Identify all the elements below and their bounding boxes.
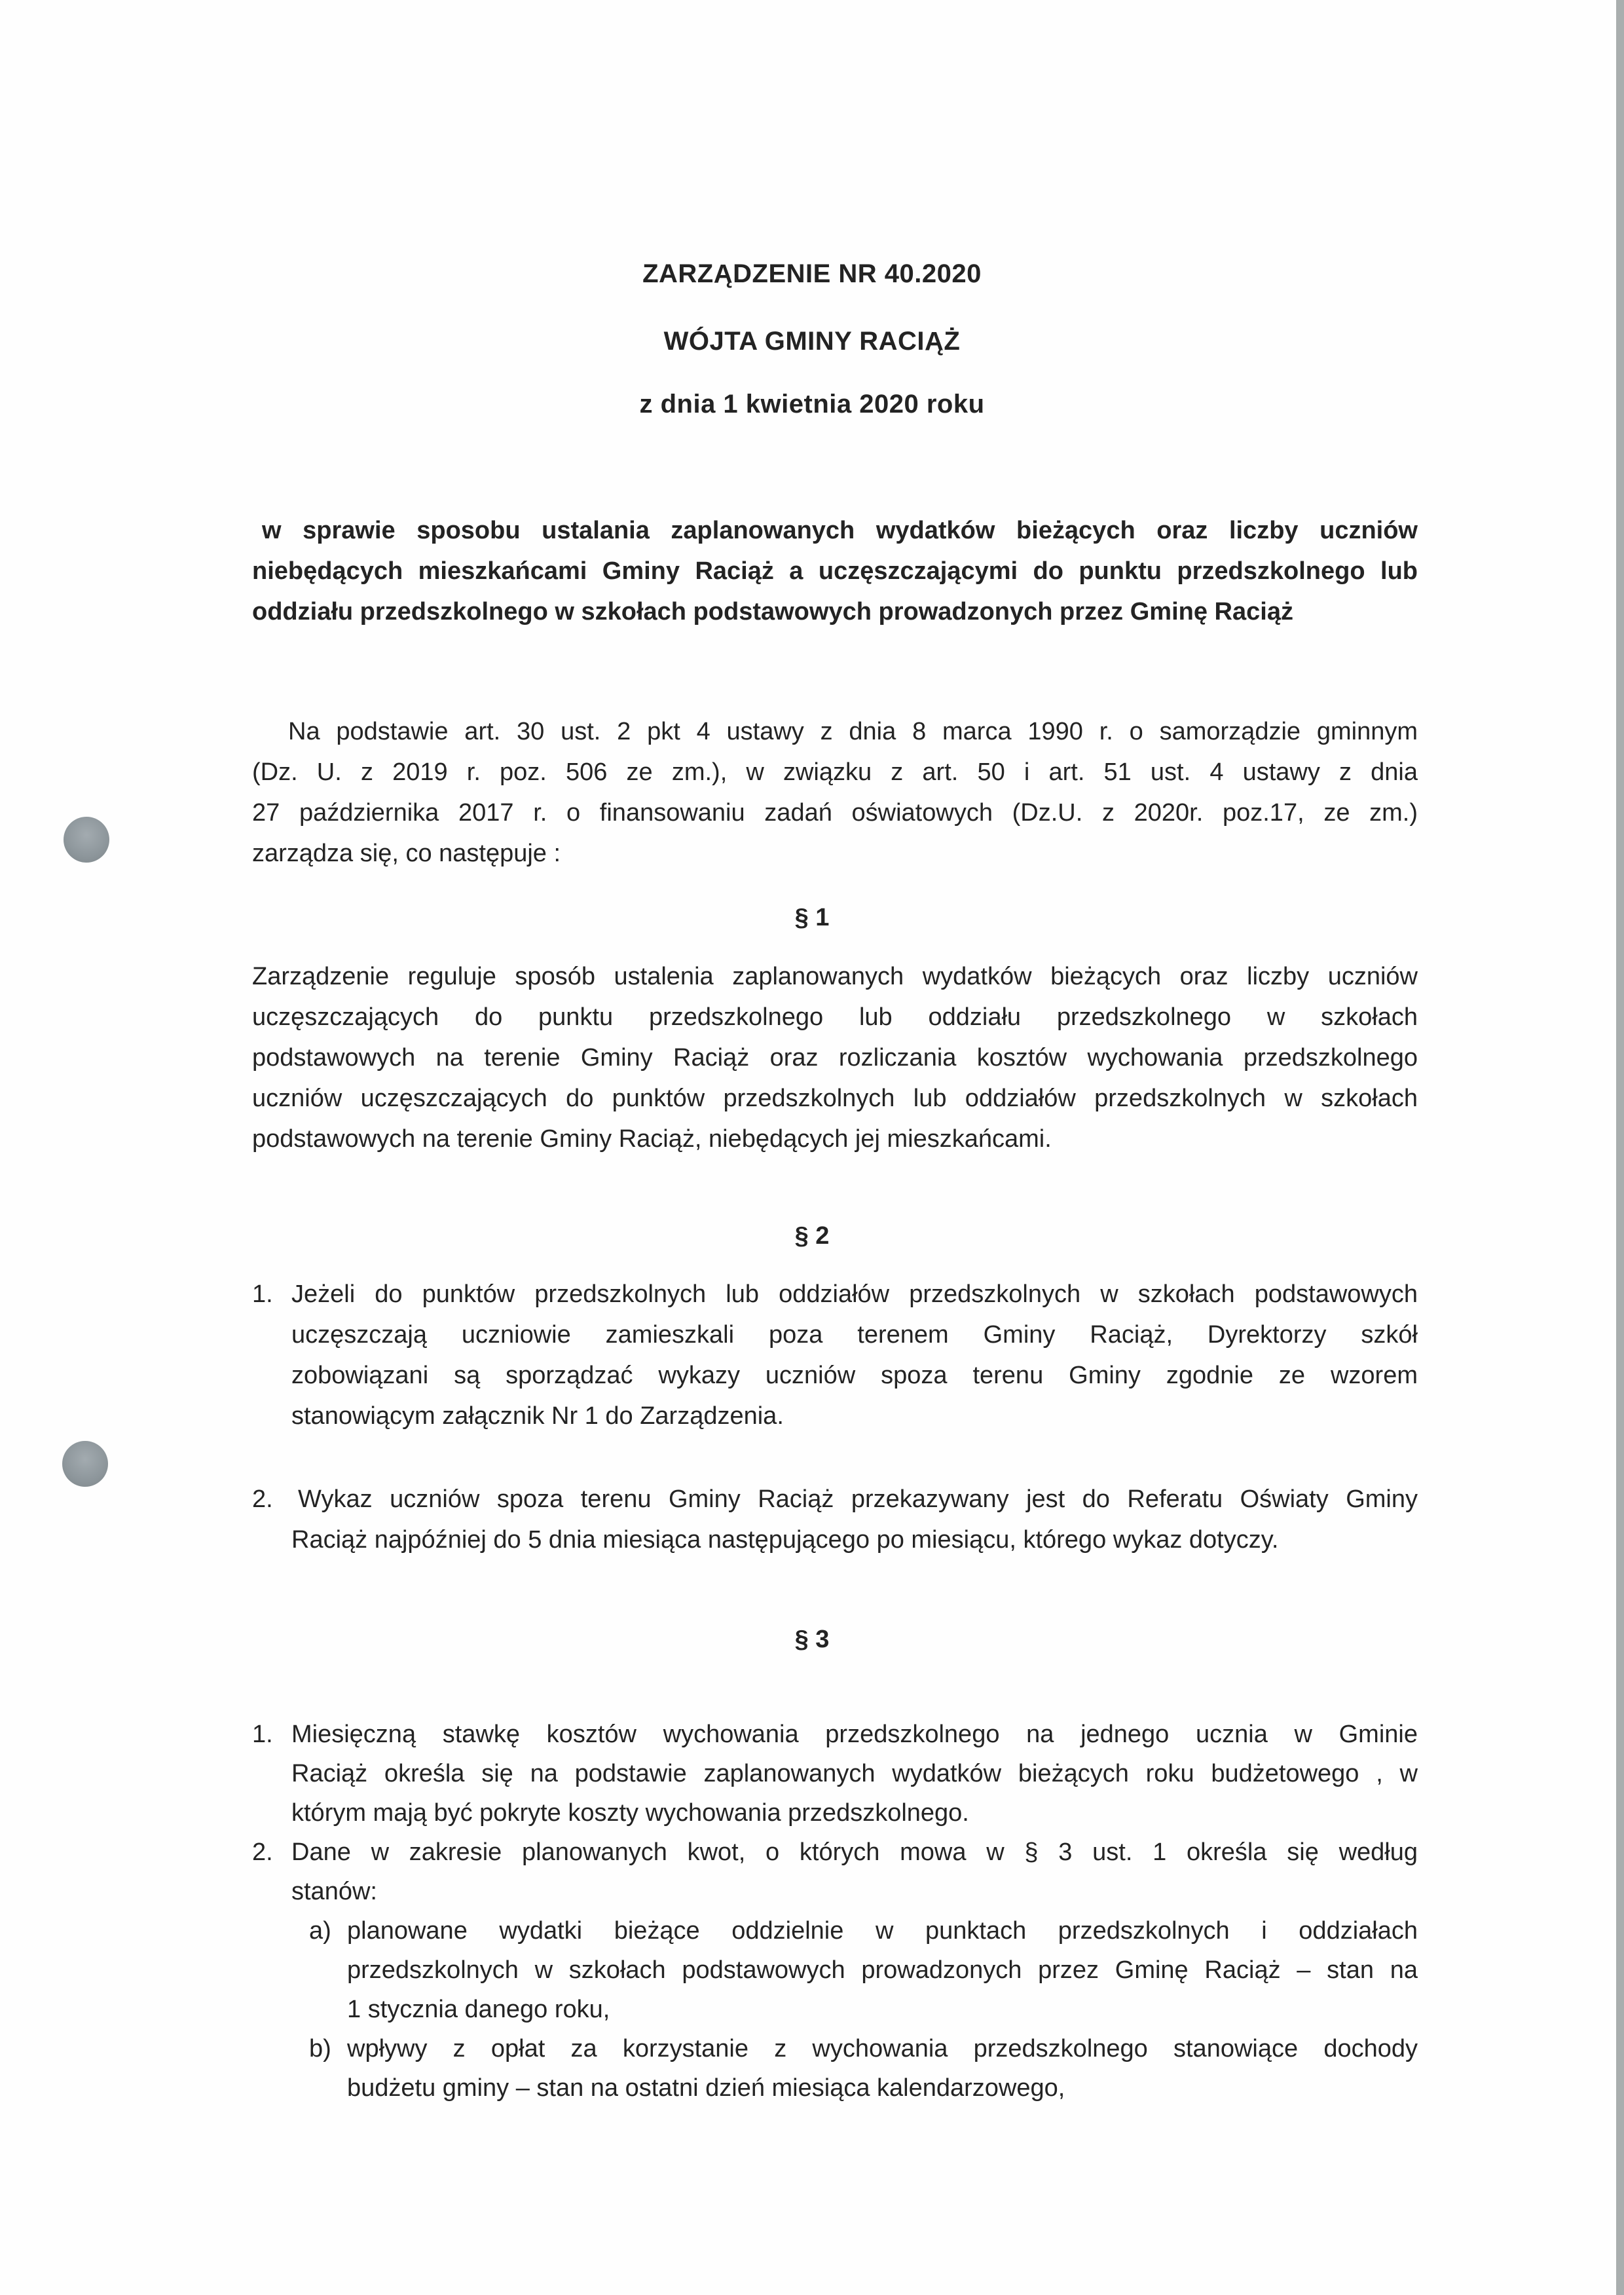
list-item-line: zobowiązani są sporządzać wykazy uczniów spoza terenu Gminy zgodnie ze wzorem bbox=[291, 1362, 1418, 1389]
section-1-line: uczniów uczęszczających do punktów przedszkolnych lub oddziałów przedszkolnych w szkołach bbox=[252, 1085, 1418, 1112]
list-letter: b) bbox=[309, 2035, 331, 2062]
list-item-line: wpływy z opłat za korzystanie z wychowania przedszkolnego stanowiące dochody bbox=[347, 2035, 1418, 2062]
issuer-title: WÓJTA GMINY RACIĄŻ bbox=[663, 327, 961, 356]
list-number: 1. bbox=[252, 1721, 273, 1748]
preamble-line: 27 października 2017 r. o finansowaniu zadań oświatowych (Dz.U. z 2020r. poz.17, ze zm.) bbox=[252, 799, 1418, 827]
section-1-line: podstawowych na terenie Gminy Raciąż oraz rozliczania kosztów wychowania przedszkolnego bbox=[252, 1044, 1418, 1072]
list-letter: a) bbox=[309, 1917, 331, 1945]
subject-line: oddziału przedszkolnego w szkołach podstawowych prowadzonych przez Gminę Raciąż bbox=[252, 598, 1293, 625]
document-date: z dnia 1 kwietnia 2020 roku bbox=[639, 390, 985, 419]
list-item-line: planowane wydatki bieżące oddzielnie w punktach przedszkolnych i oddziałach bbox=[347, 1917, 1418, 1945]
list-item-line: Raciąż najpóźniej do 5 dnia miesiąca następującego po miesiącu, którego wykaz dotyczy. bbox=[291, 1526, 1279, 1554]
preamble-line: (Dz. U. z 2019 r. poz. 506 ze zm.), w związku z art. 50 i art. 51 ust. 4 ustawy z dnia bbox=[252, 758, 1418, 786]
list-item-line: którym mają być pokryte koszty wychowania przedszkolnego. bbox=[291, 1799, 969, 1827]
punch-hole-icon bbox=[62, 1441, 108, 1487]
subject-line: niebędących mieszkańcami Gminy Raciąż a uczęszczającymi do punktu przedszkolnego lub bbox=[252, 557, 1418, 585]
section-1-line: uczęszczających do punktu przedszkolnego lub oddziału przedszkolnego w szkołach bbox=[252, 1003, 1418, 1031]
list-number: 2. bbox=[252, 1485, 273, 1513]
preamble-line: Na podstawie art. 30 ust. 2 pkt 4 ustawy z dnia 8 marca 1990 r. o samorządzie gminnym bbox=[288, 718, 1418, 745]
section-1-line: podstawowych na terenie Gminy Raciąż, niebędących jej mieszkańcami. bbox=[252, 1125, 1052, 1153]
section-2-heading: § 2 bbox=[794, 1222, 830, 1250]
list-number: 1. bbox=[252, 1280, 273, 1308]
section-3-heading: § 3 bbox=[794, 1626, 830, 1653]
document-title: ZARZĄDZENIE NR 40.2020 bbox=[642, 259, 982, 288]
list-number: 2. bbox=[252, 1838, 273, 1866]
list-item-line: Dane w zakresie planowanych kwot, o których mowa w § 3 ust. 1 określa się według bbox=[291, 1838, 1418, 1866]
section-1-line: Zarządzenie reguluje sposób ustalenia zaplanowanych wydatków bieżących oraz liczby uczniów bbox=[252, 963, 1418, 990]
list-item-line: Raciąż określa się na podstawie zaplanowanych wydatków bieżących roku budżetowego , w bbox=[291, 1760, 1418, 1787]
list-item-line: 1 stycznia danego roku, bbox=[347, 1996, 610, 2023]
list-item-line: stanów: bbox=[291, 1878, 377, 1905]
preamble-line: zarządza się, co następuje : bbox=[252, 840, 561, 867]
subject-line: w sprawie sposobu ustalania zaplanowanych wydatków bieżących oraz liczby uczniów bbox=[262, 517, 1418, 544]
list-item-line: Jeżeli do punktów przedszkolnych lub oddziałów przedszkolnych w szkołach podstawowych bbox=[291, 1280, 1418, 1308]
list-item-line: uczęszczają uczniowie zamieszkali poza terenem Gminy Raciąż, Dyrektorzy szkół bbox=[291, 1321, 1418, 1349]
list-item-line: budżetu gminy – stan na ostatni dzień miesiąca kalendarzowego, bbox=[347, 2074, 1065, 2102]
section-1-heading: § 1 bbox=[794, 904, 830, 931]
punch-hole-icon bbox=[64, 817, 109, 863]
list-item-line: Wykaz uczniów spoza terenu Gminy Raciąż przekazywany jest do Referatu Oświaty Gminy bbox=[298, 1485, 1418, 1513]
list-item-line: stanowiącym załącznik Nr 1 do Zarządzenia. bbox=[291, 1402, 784, 1430]
list-item-line: Miesięczną stawkę kosztów wychowania przedszkolnego na jednego ucznia w Gminie bbox=[291, 1721, 1418, 1748]
list-item-line: przedszkolnych w szkołach podstawowych prowadzonych przez Gminę Raciąż – stan na bbox=[347, 1956, 1418, 1984]
